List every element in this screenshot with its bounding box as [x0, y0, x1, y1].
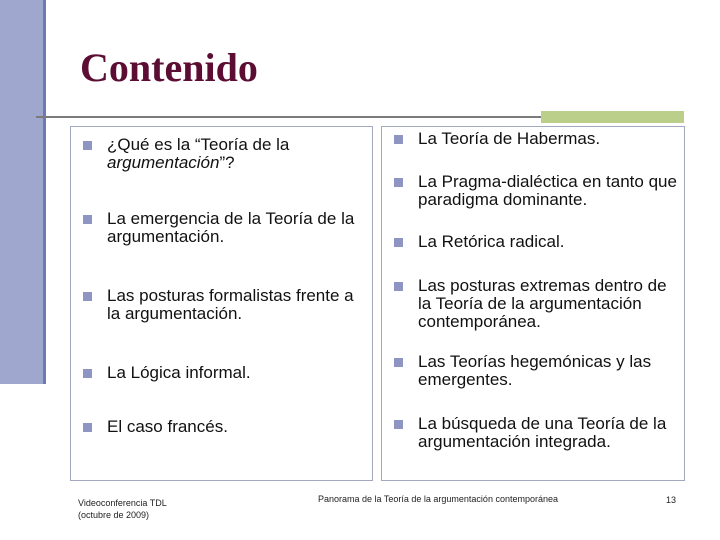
square-bullet-icon	[83, 141, 92, 150]
list-item	[83, 364, 366, 382]
list-item	[394, 277, 678, 331]
decorative-side-bar	[0, 0, 46, 384]
list-item-text-italic: argumentación	[107, 153, 220, 172]
list-item-text: El caso francés.	[107, 417, 228, 436]
list-item-text: La emergencia de la Teoría de la argumentación.	[107, 209, 355, 246]
list-item-text-after: ”?	[219, 153, 235, 172]
list-item	[83, 418, 366, 436]
list-item	[83, 210, 366, 246]
list-item-text: La Teoría de Habermas.	[418, 129, 601, 148]
square-bullet-icon	[394, 238, 403, 247]
square-bullet-icon	[394, 178, 403, 187]
square-bullet-icon	[83, 423, 92, 432]
list-item	[394, 173, 678, 209]
slide-number: 13	[666, 495, 677, 505]
square-bullet-icon	[83, 369, 92, 378]
list-item-text: La Pragma-dialéctica en tanto que paradigma dominante.	[418, 172, 677, 209]
left-content-panel	[70, 126, 373, 481]
list-item	[394, 233, 678, 251]
list-item-text: Las posturas extremas dentro de la Teoría de la argumentación contemporánea.	[418, 276, 667, 331]
footer-event-info: Videoconferencia TDL (octubre de 2009)	[78, 498, 167, 520]
square-bullet-icon	[394, 420, 403, 429]
list-item-text: La Lógica informal.	[107, 363, 251, 382]
list-item	[83, 136, 366, 172]
list-item	[394, 415, 678, 451]
right-content-panel	[381, 126, 685, 481]
list-item-text: La Retórica radical.	[418, 232, 565, 251]
list-item	[394, 130, 678, 148]
title-underline-accent	[541, 111, 684, 123]
square-bullet-icon	[394, 358, 403, 367]
footer-presentation-title: Panorama de la Teoría de la argumentación contemporánea	[318, 494, 558, 504]
square-bullet-icon	[394, 135, 403, 144]
list-item-text: Las Teorías hegemónicas y las emergentes.	[418, 352, 652, 389]
list-item-text-plain: ¿Qué es la “Teoría de la	[107, 135, 290, 154]
list-item-text: Las posturas formalistas frente a la argumentación.	[107, 286, 354, 323]
list-item-text	[107, 136, 366, 172]
square-bullet-icon	[394, 282, 403, 291]
list-item	[394, 353, 678, 389]
list-item	[83, 287, 366, 323]
list-item-text: La búsqueda de una Teoría de la argumentación integrada.	[418, 414, 667, 451]
slide-title: Contenido	[80, 45, 258, 90]
square-bullet-icon	[83, 292, 92, 301]
square-bullet-icon	[83, 215, 92, 224]
